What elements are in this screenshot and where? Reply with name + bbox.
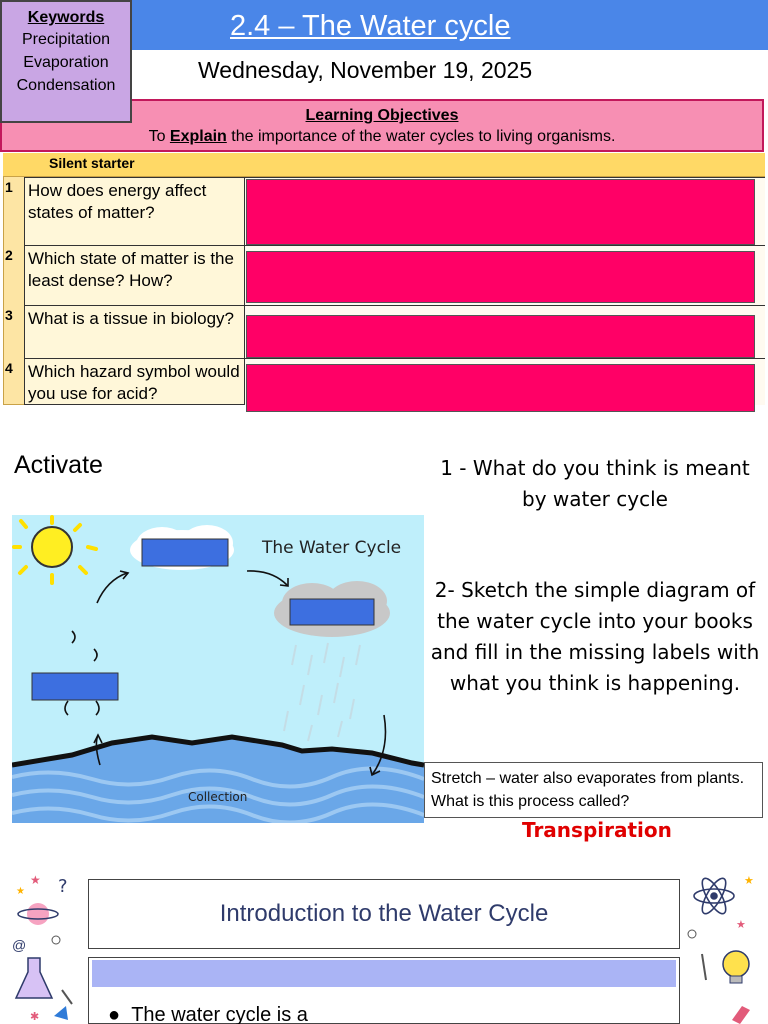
- question-text: What is a tissue in biology?: [24, 305, 245, 358]
- activate-heading: Activate: [14, 451, 103, 479]
- answer-cover[interactable]: [246, 315, 755, 358]
- keywords-box: [0, 0, 132, 123]
- science-doodles-left: [10, 870, 80, 1024]
- intro-bullet: [108, 1004, 308, 1024]
- lightbulb-icon: [723, 951, 749, 983]
- stretch-answer: Transpiration: [522, 818, 672, 842]
- objective-emphasis: Explain: [169, 128, 227, 145]
- keyword-item: Precipitation: [21, 31, 111, 48]
- stretch-question-box: Stretch – water also evaporates from plants. What is this process called?: [424, 762, 763, 818]
- objective-prefix: To: [148, 128, 170, 145]
- instruction-2: 2- Sketch the simple diagram of the water cycle into your books and fill in the missing labels with what you think is happening.: [430, 578, 760, 695]
- question-number: 3: [5, 307, 13, 323]
- question-number: 1: [5, 179, 13, 195]
- intro-header-band: [92, 960, 676, 987]
- question-text: Which state of matter is the least dense? How?: [24, 245, 245, 305]
- blank-label-evaporation[interactable]: [32, 673, 118, 700]
- dot-icon: [688, 930, 696, 938]
- page-title: 2.4 – The Water cycle: [230, 10, 511, 42]
- keyword-item: Condensation: [16, 77, 116, 94]
- collection-label: Collection: [188, 790, 248, 804]
- answer-cover[interactable]: [246, 251, 755, 303]
- star-icon: ★: [30, 873, 41, 887]
- lesson-date: Wednesday, November 19, 2025: [198, 57, 533, 83]
- answer-cover[interactable]: [246, 364, 755, 412]
- question-number: 4: [5, 360, 13, 376]
- question-number: 2: [5, 247, 13, 263]
- spiral-icon: @: [12, 937, 27, 953]
- star-icon: ★: [736, 919, 746, 931]
- paperclip-icon: [62, 990, 72, 1004]
- dot-icon: [52, 936, 60, 944]
- paper-plane-icon: [54, 1006, 68, 1020]
- star-icon: ✱: [30, 1011, 40, 1023]
- question-mark-icon: ?: [58, 876, 68, 897]
- atom-icon: [694, 875, 734, 917]
- objective-suffix: the importance of the water cycles to living organisms.: [226, 128, 616, 145]
- blank-label-condensation[interactable]: [142, 539, 228, 566]
- flask-icon: [16, 958, 52, 998]
- blank-label-precipitation[interactable]: [290, 599, 374, 625]
- instruction-1: 1 - What do you think is meant by water cycle: [440, 456, 750, 511]
- question-text: How does energy affect states of matter?: [24, 177, 245, 245]
- paperclip-icon: [702, 954, 706, 980]
- answer-cover[interactable]: [246, 179, 755, 245]
- star-icon: ★: [16, 886, 25, 897]
- science-doodles-right: [684, 870, 764, 1024]
- pencil-icon: [732, 1006, 750, 1024]
- starter-header: Silent starter: [3, 153, 765, 177]
- intro-title: Introduction to the Water Cycle: [88, 879, 680, 949]
- diagram-title: The Water Cycle: [262, 538, 402, 558]
- objectives-title: Learning Objectives: [305, 107, 459, 124]
- intro-bullet-text: The water cycle is a: [131, 1004, 308, 1024]
- keywords-title: Keywords: [27, 9, 105, 26]
- question-text: Which hazard symbol would you use for acid?: [24, 358, 245, 405]
- planet-icon: [18, 903, 58, 925]
- keyword-item: Evaporation: [23, 54, 109, 71]
- star-icon: ★: [744, 875, 754, 887]
- bullet-icon: ●: [108, 1004, 132, 1024]
- objectives-text: [2, 126, 762, 147]
- water-cycle-diagram: [12, 515, 424, 823]
